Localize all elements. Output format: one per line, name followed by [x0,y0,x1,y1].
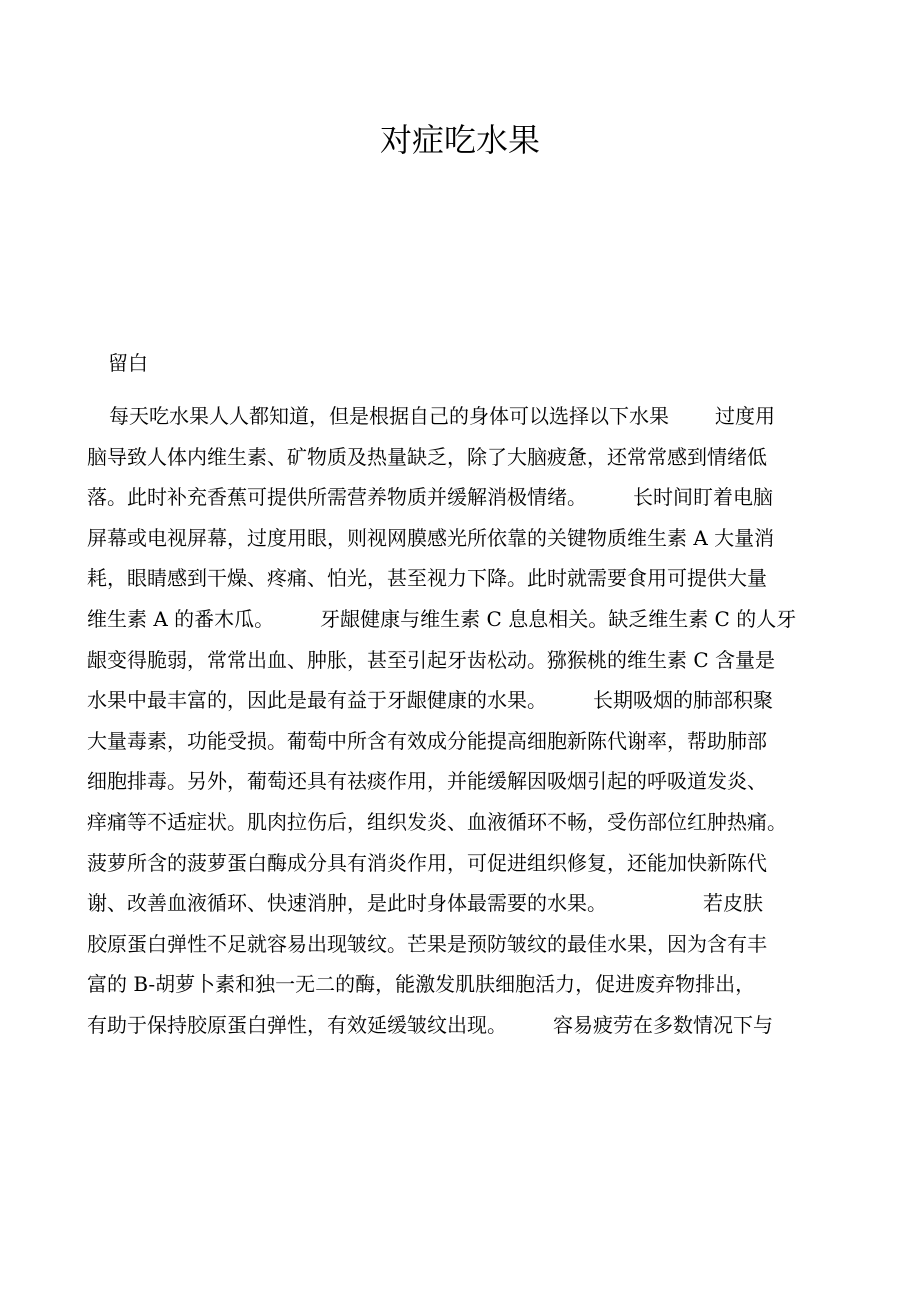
text-segment: 每天吃水果人人都知道，但是根据自己的身体可以选择以下水果 [109,404,669,428]
text-line [87,599,847,640]
text-segment: 过度用 [715,404,775,428]
text-segment: 谢、改善血液循环、快速消肿，是此时身体最需要的水果。 [87,891,607,916]
text-line [87,396,847,437]
text-line: 耗，眼睛感到干燥、疼痛、怕光，甚至视力下降。此时就需要食用可提供大量 [87,566,767,591]
page-title: 对症吃水果 [379,121,540,159]
text-segment: 容易疲劳在多数情况下与 [553,1012,773,1037]
text-segment: 若皮肤 [703,891,763,916]
article-body [87,396,847,1046]
text-segment: 维生素 A 的番木瓜。 [87,606,275,631]
text-line [87,680,847,721]
text-line: 菠萝所含的菠萝蛋白酶成分具有消炎作用，可促进组织修复，还能加快新陈代 [87,850,767,875]
text-line: 富的 B-胡萝卜素和独一无二的酶，能激发肌肤细胞活力，促进废弃物排出， [87,972,756,997]
text-line [87,1005,847,1046]
section-label: 留白 [108,351,148,375]
text-segment: 有助于保持胶原蛋白弹性，有效延缓皱纹出现。 [87,1012,507,1037]
text-line: 胶原蛋白弹性不足就容易出现皱纹。芒果是预防皱纹的最佳水果，因为含有丰 [87,931,767,956]
text-segment: 落。此时补充香蕉可提供所需营养物质并缓解消极情绪。 [87,485,587,510]
text-line [87,883,847,924]
text-line: 脑导致人体内维生素、矿物质及热量缺乏，除了大脑疲惫，还常常感到情绪低 [87,444,767,469]
text-line: 龈变得脆弱，常常出血、肿胀，甚至引起牙齿松动。猕猴桃的维生素 C 含量是 [87,647,776,672]
text-segment: 水果中最丰富的，因此是最有益于牙龈健康的水果。 [87,688,547,713]
text-line: 痒痛等不适症状。肌肉拉伤后，组织发炎、血液循环不畅，受伤部位红肿热痛。 [87,809,787,834]
text-line: 大量毒素，功能受损。葡萄中所含有效成分能提高细胞新陈代谢率，帮助肺部 [87,728,767,753]
text-line: 屏幕或电视屏幕，过度用眼，则视网膜感光所依靠的关键物质维生素 A 大量消 [87,525,775,550]
text-line [87,477,847,518]
text-line: 细胞排毒。另外，葡萄还具有祛痰作用，并能缓解因吸烟引起的呼吸道发炎、 [87,769,767,794]
text-segment: 长期吸烟的肺部积聚 [593,688,773,713]
text-segment: 长时间盯着电脑 [633,485,773,510]
text-segment: 牙龈健康与维生素 C 息息相关。缺乏维生素 C 的人牙 [320,606,797,631]
